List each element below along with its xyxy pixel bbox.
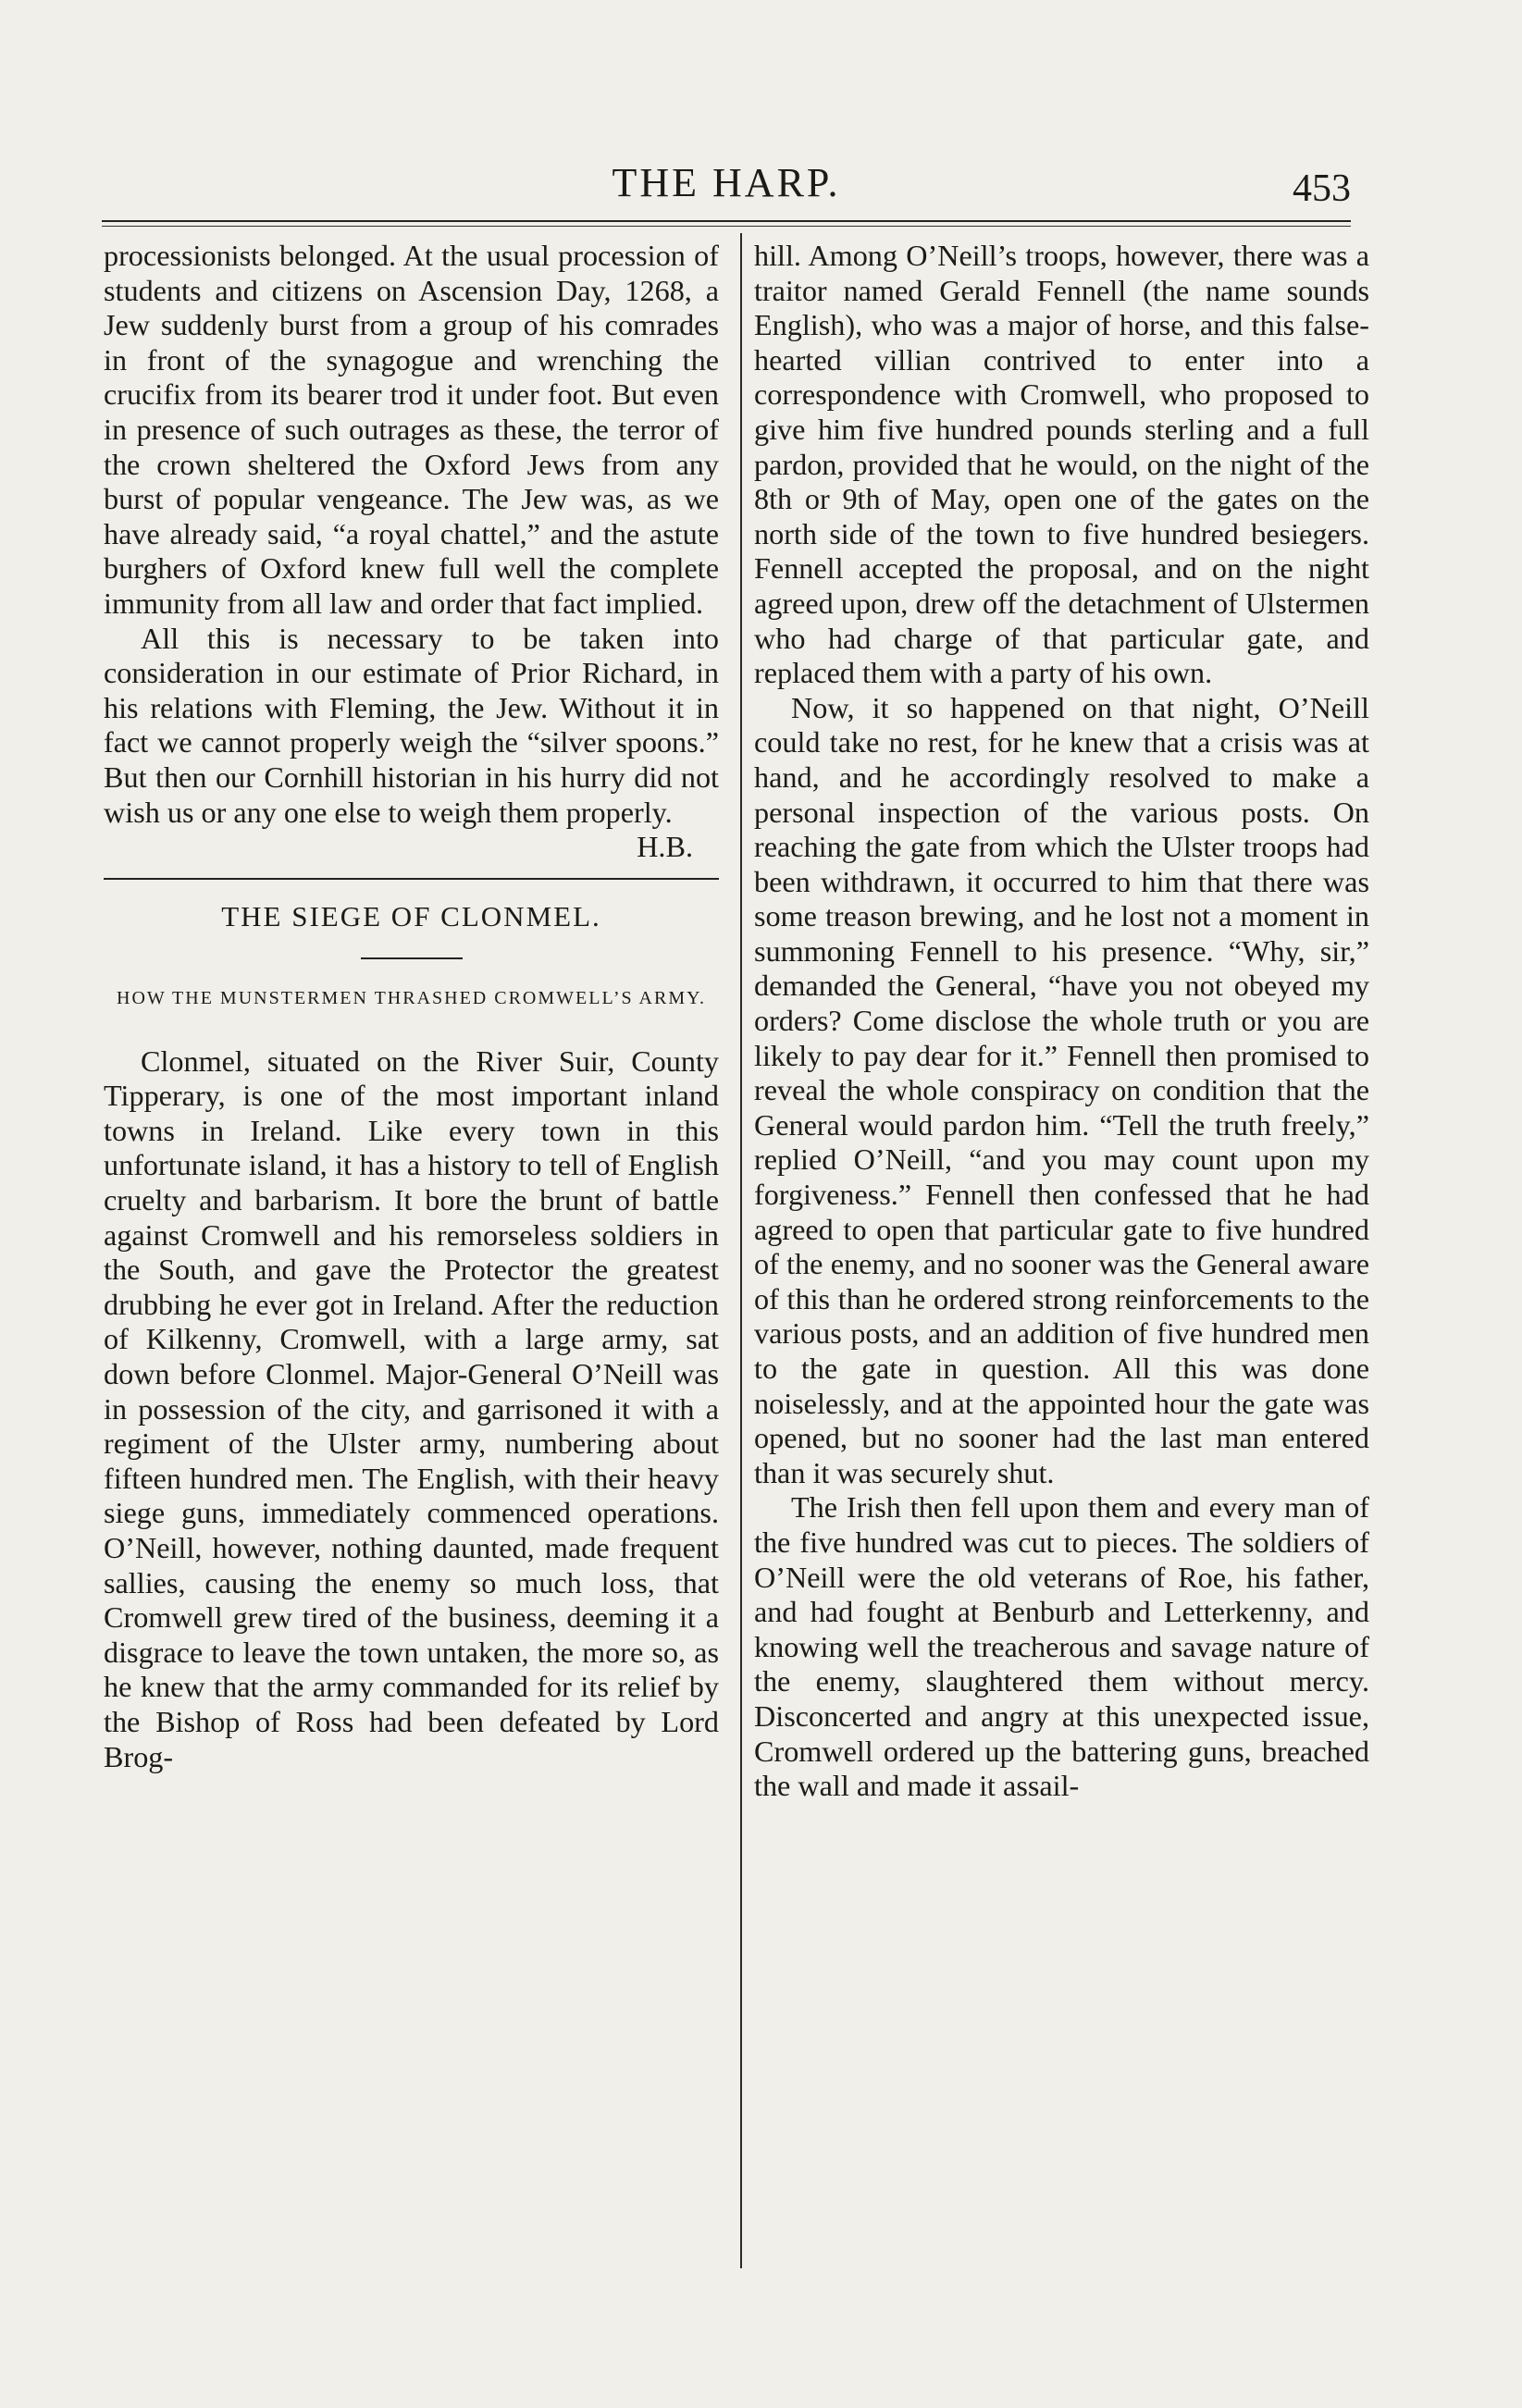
paragraph: The Irish then fell upon them and every man of the five hundred was cut to pieces. The soldiers of O’Neill were the old veterans of Roe, his father, and had fought at Benburb and Letterkenny, and knowing well the treacherous and savage nature of the enemy, slaughtered them without mercy. Disconcerted and angry at this unexpected issue, Cromwell ordered up the battering guns, breached the wall and made it assail-: [754, 1490, 1369, 1803]
header-rule: [102, 220, 1351, 222]
header-rule-thin: [102, 226, 1351, 227]
left-column: [104, 239, 719, 1774]
title-rule: [361, 957, 463, 959]
author-signature: H.B.: [637, 830, 693, 864]
paragraph: Clonmel, situated on the River Suir, County Tipperary, is one of the most important inland towns in Ireland. Like every town in this unfortunate island, it has a history to tell of English cruelty and barbarism. It bore the brunt of battle against Cromwell and his remorseless soldiers in the South, and gave the Protector the greatest drubbing he ever got in Ireland. After the reduction of Kilkenny, Cromwell, with a large army, sat down before Clonmel. Major-General O’Neill was in possession of the city, and garrisoned it with a regiment of the Ulster army, numbering about fifteen hundred men. The English, with their heavy siege guns, immediately commenced operations. O’Neill, however, nothing daunted, made frequent sallies, causing the enemy so much loss, that Cromwell grew tired of the business, deeming it a disgrace to leave the town untaken, the more so, as he knew that the army commanded for its relief by the Bishop of Ross had been defeated by Lord Brog-: [104, 1043, 719, 1773]
page-header: [102, 155, 1351, 220]
section-rule: [104, 878, 719, 880]
paragraph: hill. Among O’Neill’s troops, however, there was a traitor named Gerald Fennell (the name sounds English), who was a major of horse, and this false-hearted villian contrived to enter into a correspondence with Cromwell, who proposed to give him five hundred pounds sterling and a full pardon, provided that he would, on the night of the 8th or 9th of May, open one of the gates on the north side of the town to five hundred besiegers. Fennell accepted the proposal, and on the night agreed upon, drew off the detachment of Ulstermen who had charge of that particular gate, and replaced them with a party of his own.: [754, 239, 1369, 690]
article-title: THE SIEGE OF CLONMEL.: [221, 899, 601, 932]
paragraph: Now, it so happened on that night, O’Neill could take no rest, for he knew that a crisis was at hand, and he accordingly resolved to make a personal inspection of the various posts. On reaching the gate from which the Ulster troops had been withdrawn, it occurred to him that there was some treason brewing, and he lost not a moment in summoning Fennell to his presence. “Why, sir,” demanded the General, “have you not obeyed my orders? Come disclose the whole truth or you are likely to pay dear for it.” Fennell then promised to reveal the whole conspiracy on condition that the General would pardon him. “Tell the truth freely,” replied O’Neill, “and you may count upon my forgiveness.” Fennell then confessed that he had agreed to open that particular gate to five hundred of the enemy, and no sooner was the General aware of this than he ordered strong reinforcements to the various posts, and an addition of five hundred men to the gate in question. All this was done noiselessly, and at the appointed hour the gate was opened, but no sooner had the last man entered than it was securely shut.: [754, 690, 1369, 1489]
running-title: THE HARP.: [612, 160, 841, 205]
paragraph: processionists belonged. At the usual procession of students and citizens on Ascension Day, 1268, a Jew suddenly burst from a group of his comrades in front of the synagogue and wrenching the crucifix from its bearer trod it under foot. But even in presence of such outrages as these, the terror of the crown sheltered the Oxford Jews from any burst of popular vengeance. The Jew was, as we have already said, “a royal chattel,” and the astute burghers of Oxford knew full well the complete immunity from all law and order that fact implied.: [104, 239, 719, 620]
right-column: [754, 239, 1369, 1804]
paragraph: All this is necessary to be taken into consideration in our estimate of Prior Richard, in his relations with Fleming, the Jew. Without it in fact we cannot properly weigh the “silver spoons.” But then our Cornhill historian in his hurry did not wish us or any one else to weigh them properly.: [104, 621, 719, 829]
column-divider: [740, 233, 742, 2268]
spacer: [104, 1017, 719, 1044]
page-number: 453: [1293, 167, 1351, 210]
article-subtitle: HOW THE MUNSTERMEN THRASHED CROMWELL’S ARMY.: [117, 987, 706, 1008]
